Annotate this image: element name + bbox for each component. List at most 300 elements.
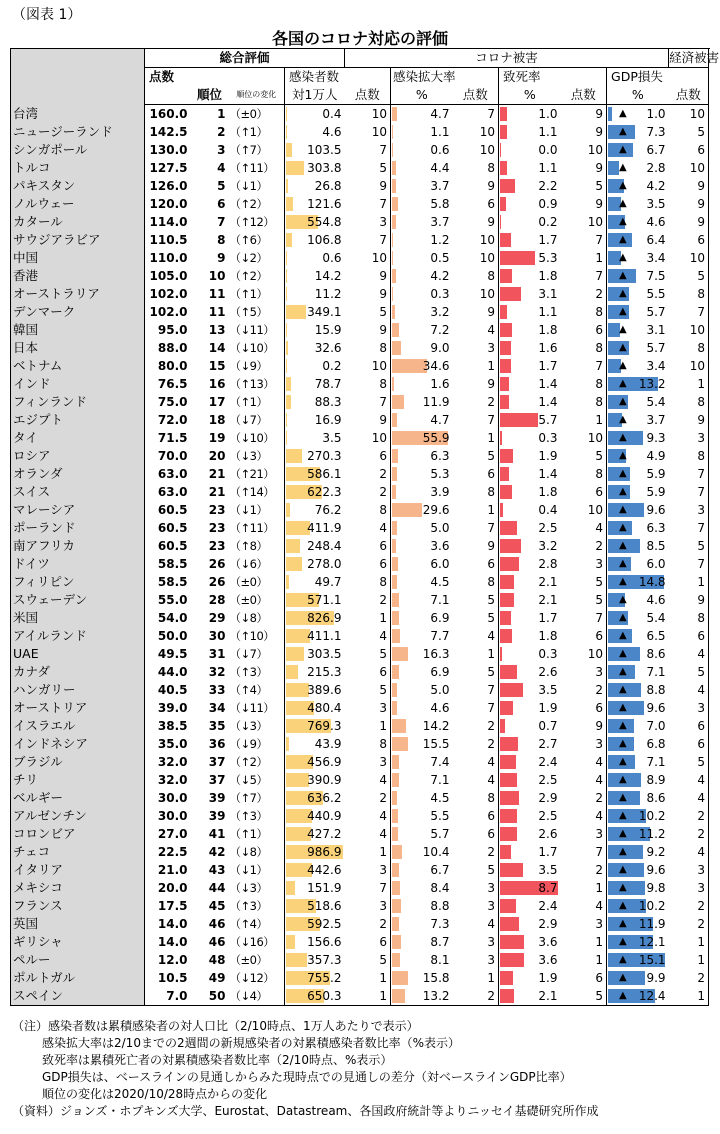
cell-value: 2 (595, 863, 604, 877)
cell-value: 48 (208, 953, 226, 967)
cell-value: 2.7 (538, 737, 558, 751)
cell-value: 6.0 (646, 557, 666, 571)
bar-cell (499, 645, 561, 663)
cell-value: 58.5 (145, 555, 191, 573)
cell-value: 8.5 (646, 539, 666, 553)
cell-value: 42 (208, 845, 226, 859)
cell-value: 3 (379, 899, 388, 913)
cell-value: 6 (669, 735, 709, 753)
cell-value: 1.7 (538, 359, 558, 373)
cell-value: 1.4 (538, 377, 558, 391)
cell-value: 9.9 (646, 971, 666, 985)
bar-cell (607, 627, 669, 645)
cell-value: 5 (669, 537, 709, 555)
cell-value: 9 (595, 161, 604, 175)
bar-cell (285, 969, 345, 987)
cell-value: 110.0 (145, 249, 191, 267)
bar-cell (391, 321, 453, 339)
bar-cell (285, 393, 345, 411)
cell-value: （↓6） (229, 557, 268, 571)
cell-value: 3 (669, 879, 709, 897)
cell-value: 5.5 (430, 809, 450, 823)
table-row (11, 843, 709, 861)
triangle-icon: ▲ (619, 594, 627, 605)
bar-cell (607, 141, 669, 159)
cell-value: 46 (208, 935, 226, 949)
cell-value: （↓10） (229, 431, 275, 445)
cell-value: 4 (379, 521, 388, 535)
cell-value: 0.6 (430, 143, 450, 157)
cell-value: 650.3 (307, 989, 342, 1003)
cell-value: 10 (371, 107, 388, 121)
cell-value: 8 (669, 339, 709, 357)
country-name: フランス (11, 897, 145, 915)
cell-value: 0.2 (322, 359, 342, 373)
table-row (11, 609, 709, 627)
bar-cell (499, 303, 561, 321)
bar-cell (607, 897, 669, 915)
cell-value: 44 (208, 881, 226, 895)
cell-value: （↑1） (229, 395, 268, 409)
cell-value: 1.4 (538, 467, 558, 481)
cell-value: 636.2 (307, 791, 342, 805)
bar-cell (285, 915, 345, 933)
triangle-icon: ▲ (619, 504, 627, 515)
cell-value: 3.6 (430, 539, 450, 553)
table-row (11, 969, 709, 987)
cell-value: 15.5 (422, 737, 450, 751)
cell-value: 3 (487, 881, 496, 895)
cell-value: 2.9 (538, 791, 558, 805)
cell-value: 30.0 (145, 789, 191, 807)
bar-cell (285, 519, 345, 537)
bar-cell (391, 879, 453, 897)
triangle-icon: ▲ (619, 288, 627, 299)
bar-cell (607, 753, 669, 771)
cell-value: 6 (487, 827, 496, 841)
bar-cell (607, 303, 669, 321)
cell-value: 26.8 (314, 179, 342, 193)
cell-value: （±0） (229, 575, 268, 589)
cell-value: 6 (595, 629, 604, 643)
bar-cell (285, 699, 345, 717)
cell-value: 4 (379, 827, 388, 841)
country-name: メキシコ (11, 879, 145, 897)
cell-value: 49 (208, 971, 226, 985)
bar-cell (607, 987, 669, 1006)
bar-cell (499, 465, 561, 483)
cell-value: 16 (208, 377, 226, 391)
bar-cell (391, 897, 453, 915)
cell-value: 6.8 (646, 737, 666, 751)
cell-value: 45 (208, 899, 226, 913)
cell-value: 5 (379, 953, 388, 967)
table-row (11, 357, 709, 375)
cell-value: 0.5 (430, 251, 450, 265)
triangle-icon: ▲ (619, 972, 627, 983)
cell-value: 10 (371, 431, 388, 445)
cell-value: 5 (595, 449, 604, 463)
cell-value: 7 (669, 519, 709, 537)
triangle-icon: ▲ (619, 936, 627, 947)
cell-value: 15.8 (422, 971, 450, 985)
cell-value: 78.7 (314, 377, 342, 391)
cell-value: 4 (487, 323, 496, 337)
cell-value: 9 (669, 177, 709, 195)
bar-cell (285, 321, 345, 339)
cell-value: 20 (208, 449, 226, 463)
cell-value: 9.0 (430, 341, 450, 355)
cell-value: 0.6 (322, 251, 342, 265)
cell-value: 1.1 (538, 125, 558, 139)
cell-value: 2.4 (538, 899, 558, 913)
bar-cell (499, 915, 561, 933)
cell-value: 13.2 (638, 377, 666, 391)
cell-value: 3.2 (538, 539, 558, 553)
bar-cell (285, 735, 345, 753)
bar-cell (607, 375, 669, 393)
cell-value: （↓1） (229, 503, 268, 517)
bar-cell (607, 681, 669, 699)
evaluation-table (10, 48, 720, 1006)
bar-cell (607, 951, 669, 969)
cell-value: 3 (595, 665, 604, 679)
bar-cell (391, 753, 453, 771)
cell-value: 303.8 (307, 161, 342, 175)
bar-cell (499, 717, 561, 735)
cell-value: 518.6 (307, 899, 342, 913)
bar-cell (499, 555, 561, 573)
cell-value: 10 (587, 143, 604, 157)
cell-value: 0.0 (538, 143, 558, 157)
cell-value: 8.7 (430, 935, 450, 949)
cell-value: 16.3 (422, 647, 450, 661)
cell-value: 248.4 (307, 539, 342, 553)
cell-value: （±0） (229, 593, 268, 607)
bar-cell (499, 789, 561, 807)
cell-value: 10.5 (145, 969, 191, 987)
cell-value: 6 (487, 557, 496, 571)
bar-cell (285, 681, 345, 699)
cell-value: 826.9 (307, 611, 342, 625)
bar-cell (391, 267, 453, 285)
cell-value: 1.8 (538, 629, 558, 643)
header-pt4: 点数 (669, 86, 709, 105)
cell-value: 35.0 (145, 735, 191, 753)
cell-value: 80.0 (145, 357, 191, 375)
cell-value: 4.6 (646, 593, 666, 607)
bar-cell (499, 249, 561, 267)
triangle-icon: ▲ (619, 648, 627, 659)
cell-value: 9 (487, 305, 496, 319)
table-row (11, 933, 709, 951)
triangle-icon: ▲ (619, 270, 627, 281)
table-row (11, 681, 709, 699)
cell-value: 7 (669, 483, 709, 501)
cell-value: 2 (379, 467, 388, 481)
cell-value: （↑4） (229, 917, 268, 931)
cell-value: 1.2 (430, 233, 450, 247)
bar-cell (607, 105, 669, 124)
bar-cell (285, 195, 345, 213)
cell-value: 4 (595, 521, 604, 535)
cell-value: （↓8） (229, 611, 268, 625)
bar-cell (285, 105, 345, 124)
cell-value: 151.9 (307, 881, 342, 895)
country-name: 米国 (11, 609, 145, 627)
cell-value: 1 (669, 375, 709, 393)
bar-cell (499, 375, 561, 393)
bar-cell (391, 771, 453, 789)
cell-value: 46 (208, 917, 226, 931)
bar-cell (391, 915, 453, 933)
cell-value: 26 (208, 557, 226, 571)
notes (12, 1018, 599, 1120)
cell-value: 349.1 (307, 305, 342, 319)
triangle-icon: ▲ (619, 576, 627, 587)
cell-value: 8.9 (646, 773, 666, 787)
cell-value: （↓4） (229, 987, 285, 1006)
cell-value: 6 (379, 665, 388, 679)
cell-value: 5 (595, 179, 604, 193)
cell-value: 411.9 (307, 521, 342, 535)
cell-value: （↓16） (229, 935, 275, 949)
cell-value: 7.1 (646, 755, 666, 769)
bar-cell (391, 645, 453, 663)
cell-value: 1 (379, 845, 388, 859)
cell-value: 592.5 (307, 917, 342, 931)
cell-value: 19 (208, 431, 226, 445)
cell-value: （↓5） (229, 773, 268, 787)
cell-value: 10 (669, 159, 709, 177)
cell-value: 9.2 (646, 845, 666, 859)
country-name: 南アフリカ (11, 537, 145, 555)
cell-value: 8 (669, 285, 709, 303)
cell-value: 1 (487, 431, 496, 445)
note-line: 致死率は累積死亡者の対累積感染者数比率（2/10時点、%表示） (42, 1053, 393, 1067)
cell-value: 27.0 (145, 825, 191, 843)
cell-value: 9 (487, 377, 496, 391)
cell-value: 43.9 (314, 737, 342, 751)
bar-cell (607, 195, 669, 213)
header-pct3: % (607, 86, 669, 105)
cell-value: 10 (371, 251, 388, 265)
cell-value: 1.1 (538, 305, 558, 319)
bar-cell (607, 735, 669, 753)
table-row (11, 789, 709, 807)
cell-value: 15.9 (314, 323, 342, 337)
cell-value: 4 (669, 843, 709, 861)
bar-cell (499, 573, 561, 591)
bar-cell (285, 627, 345, 645)
bar-cell (607, 249, 669, 267)
cell-value: 10 (669, 105, 709, 124)
cell-value: 9.6 (646, 503, 666, 517)
cell-value: 7.4 (430, 755, 450, 769)
cell-value: 4.5 (430, 791, 450, 805)
cell-value: 11.2 (314, 287, 342, 301)
cell-value: 11.9 (422, 395, 450, 409)
cell-value: 1.8 (538, 485, 558, 499)
cell-value: 10 (479, 287, 496, 301)
table-row (11, 411, 709, 429)
bar-cell (391, 159, 453, 177)
bar-cell (391, 483, 453, 501)
cell-value: 1.0 (538, 107, 558, 121)
bar-cell (499, 987, 561, 1006)
cell-value: 14.8 (638, 575, 666, 589)
cell-value: 9 (595, 107, 604, 121)
table-row (11, 159, 709, 177)
cell-value: 43 (208, 863, 226, 877)
cell-value: 1 (379, 719, 388, 733)
cell-value: 0.9 (538, 197, 558, 211)
cell-value: 12.1 (638, 935, 666, 949)
cell-value: 5.4 (646, 611, 666, 625)
bar-cell (499, 591, 561, 609)
cell-value: （↑12） (229, 215, 275, 229)
cell-value: 35 (208, 719, 226, 733)
cell-value: 10 (669, 357, 709, 375)
cell-value: 6.3 (430, 449, 450, 463)
cell-value: 8 (487, 575, 496, 589)
triangle-icon: ▲ (619, 774, 627, 785)
cell-value: 755.2 (307, 971, 342, 985)
bar-cell (285, 375, 345, 393)
triangle-icon: ▲ (619, 162, 627, 173)
cell-value: 3.9 (430, 485, 450, 499)
table-row (11, 591, 709, 609)
cell-value: 49.5 (145, 645, 191, 663)
cell-value: 9 (669, 411, 709, 429)
cell-value: 13.2 (422, 989, 450, 1003)
cell-value: 3 (669, 429, 709, 447)
cell-value: 6 (487, 809, 496, 823)
cell-value: 2 (669, 807, 709, 825)
triangle-icon: ▲ (619, 738, 627, 749)
cell-value: 14.0 (145, 933, 191, 951)
cell-value: 50 (191, 987, 229, 1006)
bar-cell (607, 573, 669, 591)
table-row (11, 645, 709, 663)
cell-value: 5 (217, 179, 226, 193)
triangle-icon: ▲ (619, 468, 627, 479)
cell-value: 14.2 (422, 719, 450, 733)
bar-cell (499, 825, 561, 843)
cell-value: 4 (669, 681, 709, 699)
cell-value: 4 (669, 645, 709, 663)
cell-value: 3.5 (538, 683, 558, 697)
cell-value: 4 (379, 629, 388, 643)
bar-cell (391, 411, 453, 429)
bar-cell (607, 339, 669, 357)
bar-cell (391, 591, 453, 609)
bar-cell (499, 753, 561, 771)
cell-value: （↓3） (229, 719, 268, 733)
bar-cell (391, 825, 453, 843)
cell-value: 6 (487, 467, 496, 481)
cell-value: 3.1 (646, 323, 666, 337)
cell-value: 7.1 (430, 773, 450, 787)
table-row (11, 915, 709, 933)
cell-value: 33 (208, 683, 226, 697)
cell-value: （↑7） (229, 143, 268, 157)
country-name: UAE (11, 645, 145, 663)
bar-cell (391, 987, 453, 1006)
bar-cell (499, 177, 561, 195)
bar-cell (499, 195, 561, 213)
header-pt2: 点数 (453, 86, 499, 105)
cell-value: 127.5 (145, 159, 191, 177)
table-row (11, 483, 709, 501)
bar-cell (607, 915, 669, 933)
country-name: インド (11, 375, 145, 393)
cell-value: 8 (379, 737, 388, 751)
cell-value: 10 (479, 143, 496, 157)
cell-value: 6 (595, 701, 604, 715)
cell-value: 8.4 (430, 881, 450, 895)
cell-value: 7 (379, 395, 388, 409)
cell-value: 1 (595, 953, 604, 967)
cell-value: 8 (595, 305, 604, 319)
cell-value: 5 (595, 593, 604, 607)
triangle-icon: ▲ (619, 180, 627, 191)
bar-cell (607, 267, 669, 285)
cell-value: 2 (379, 917, 388, 931)
cell-value: 6.7 (646, 143, 666, 157)
cell-value: 28 (208, 593, 226, 607)
country-name: オランダ (11, 465, 145, 483)
triangle-icon: ▲ (619, 234, 627, 245)
cell-value: 9 (379, 413, 388, 427)
cell-value: 32.6 (314, 341, 342, 355)
country-name: ポルトガル (11, 969, 145, 987)
cell-value: 12.4 (638, 989, 666, 1003)
bar-cell (285, 987, 345, 1006)
cell-value: 1.1 (430, 125, 450, 139)
cell-value: 5 (487, 593, 496, 607)
triangle-icon: ▲ (619, 828, 627, 839)
cell-value: 5.0 (430, 683, 450, 697)
bar-cell (285, 771, 345, 789)
table-row (11, 123, 709, 141)
cell-value: 1.6 (538, 341, 558, 355)
cell-value: 4 (669, 789, 709, 807)
cell-value: （±0） (229, 953, 268, 967)
bar-cell (285, 267, 345, 285)
cell-value: 7.0 (145, 987, 191, 1006)
cell-value: 21.0 (145, 861, 191, 879)
cell-value: 60.5 (145, 519, 191, 537)
cell-value: 7.3 (646, 125, 666, 139)
triangle-icon: ▲ (619, 396, 627, 407)
cell-value: 4.4 (430, 161, 450, 175)
cell-value: 9 (379, 269, 388, 283)
country-name: 中国 (11, 249, 145, 267)
cell-value: 3 (379, 215, 388, 229)
cell-value: 54.0 (145, 609, 191, 627)
table-row (11, 807, 709, 825)
table-row (11, 753, 709, 771)
bar-cell (285, 555, 345, 573)
cell-value: 270.3 (307, 449, 342, 463)
cell-value: （↓8） (229, 845, 268, 859)
cell-value: 34.6 (422, 359, 450, 373)
header-pt1: 点数 (345, 86, 391, 105)
cell-value: 7 (669, 465, 709, 483)
cell-value: 21 (208, 467, 226, 481)
bar-cell (391, 393, 453, 411)
